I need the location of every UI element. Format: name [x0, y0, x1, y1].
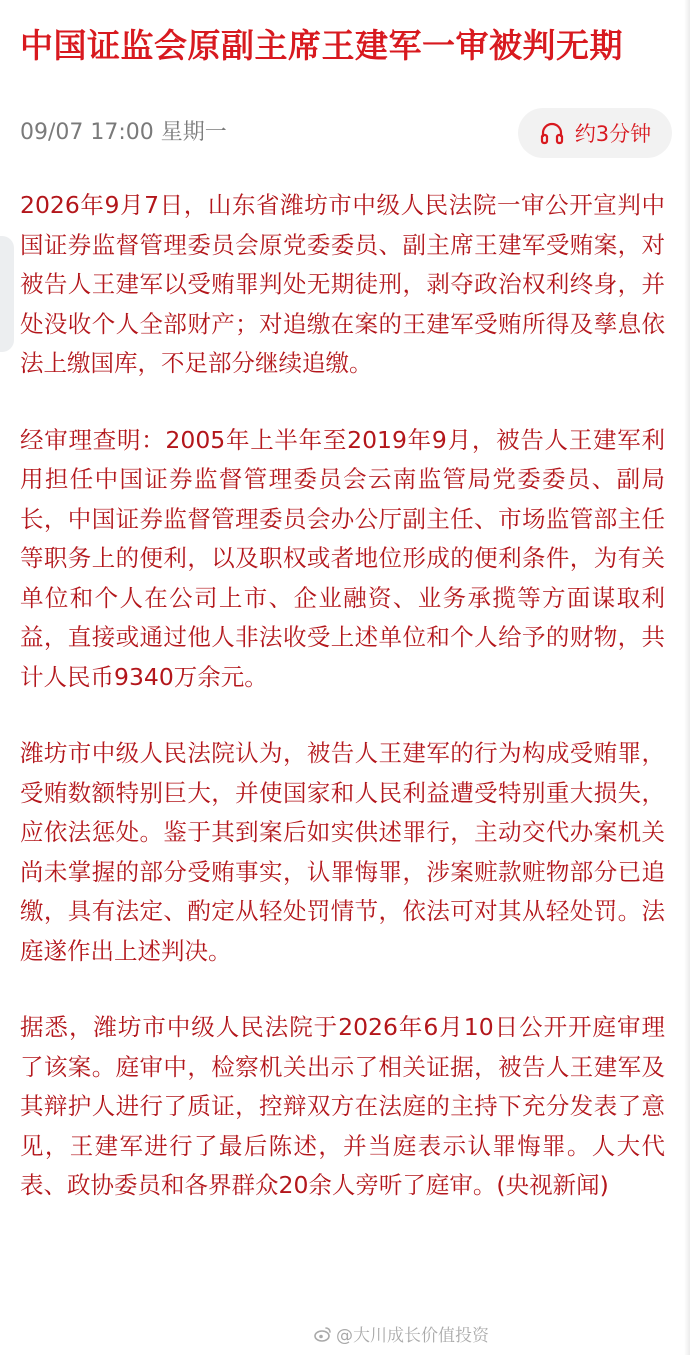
weibo-icon: [314, 1325, 332, 1343]
article-paragraph: 据悉，潍坊市中级人民法院于2026年6月10日公开开庭审理了该案。庭审中，检察机关出示了相关证据，被告人王建军及其辩护人进行了质证，控辩双方在法庭的主持下充分发表了意见，王建军进行了最后陈述，并当庭表示认罪悔罪。人大代表、政协委员和各界群众20余人旁听了庭审。(央视新闻): [20, 1013, 665, 1199]
listen-audio-button[interactable]: [518, 108, 672, 158]
weibo-watermark: [314, 1321, 489, 1346]
article-paragraph: 经审理查明：2005年上半年至2019年9月，被告人王建军利用担任中国证券监督管理委员会云南监管局党委委员、副局长，中国证券监督管理委员会办公厅副主任、市场监管部主任等职务上的便利，以及职权或者地位形成的便利条件，为有关单位和个人在公司上市、企业融资、业务承揽等方面谋取利益，直接或通过他人非法收受上述单位和个人给予的财物，共计人民币9340万余元。: [20, 425, 665, 691]
headphones-icon: [539, 120, 565, 146]
listen-duration-label: 约3分钟: [574, 122, 652, 146]
publish-datetime: 09/07 17:00 星期一: [20, 120, 227, 145]
right-edge-shadow: [684, 0, 690, 1355]
article-title: 中国证监会原副主席王建军一审被判无期: [20, 26, 623, 65]
watermark-text: @大川成长价值投资: [336, 1326, 489, 1346]
side-drawer-handle[interactable]: [0, 236, 14, 352]
article-body: [20, 186, 665, 1243]
article-paragraph: 2026年9月7日，山东省潍坊市中级人民法院一审公开宣判中国证券监督管理委员会原党委委员、副主席王建军受贿案，对被告人王建军以受贿罪判处无期徒刑，剥夺政治权利终身，并处没收个人全部财产；对追缴在案的王建军受贿所得及孳息依法上缴国库，不足部分继续追缴。: [20, 191, 665, 377]
article-paragraph: 潍坊市中级人民法院认为，被告人王建军的行为构成受贿罪，受贿数额特别巨大，并使国家和人民利益遭受特别重大损失，应依法惩处。鉴于其到案后如实供述罪行，主动交代办案机关尚未掌握的部分受贿事实，认罪悔罪，涉案赃款赃物部分已追缴，具有法定、酌定从轻处罚情节，依法可对其从轻处罚。法庭遂作出上述判决。: [20, 739, 665, 965]
